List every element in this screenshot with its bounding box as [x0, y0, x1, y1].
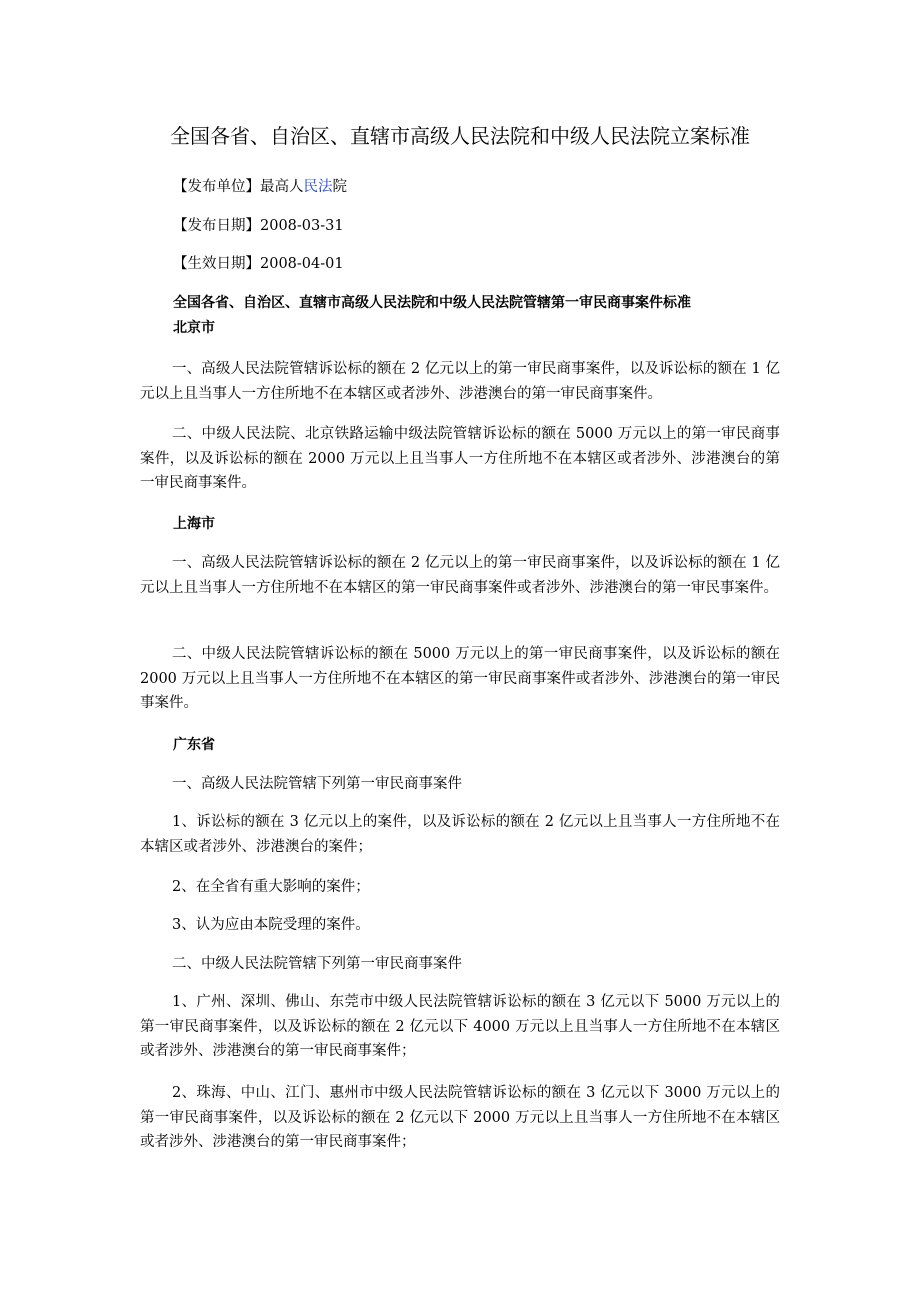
- document-subtitle: 全国各省、自治区、直辖市高级人民法院和中级人民法院管辖第一审民商事案件标准: [173, 295, 691, 311]
- publisher-prefix: 最高人: [260, 179, 304, 195]
- shanghai-paragraph-2: 二、中级人民法院管辖诉讼标的额在 5000 万元以上的第一审民商事案件，以及诉讼标的额在 2000 万元以上且当事人一方住所地不在本辖区的第一审民商事案件或者涉外、涉港澳台的第一审民事案件。: [140, 646, 780, 711]
- guangdong-high-item-1: 1、诉讼标的额在 3 亿元以上的案件，以及诉讼标的额在 2 亿元以上且当事人一方住所地不在本辖区或者涉外、涉港澳台的案件；: [140, 814, 780, 855]
- guangdong-mid-intro: 二、中级人民法院管辖下列第一审民商事案件: [172, 956, 462, 972]
- effective-date-line: 【生效日期】2008-04-01: [173, 256, 344, 272]
- section-heading-guangdong: 广东省: [173, 737, 215, 753]
- section-heading-beijing: 北京市: [173, 320, 215, 336]
- beijing-paragraph-1: 一、高级人民法院管辖诉讼标的额在 2 亿元以上的第一审民商事案件，以及诉讼标的额在 1 亿元以上且当事人一方住所地不在本辖区或者涉外、涉港澳台的第一审民商事案件。: [140, 361, 780, 402]
- guangdong-high-item-2: 2、在全省有重大影响的案件；: [172, 879, 370, 895]
- shanghai-paragraph-1: 一、高级人民法院管辖诉讼标的额在 2 亿元以上的第一审民商事案件，以及诉讼标的额在 1 亿元以上且当事人一方住所地不在本辖区的第一审民商事案件或者涉外、涉港澳台的第一审民事案件。: [140, 555, 780, 596]
- guangdong-high-item-3: 3、认为应由本院受理的案件。: [172, 917, 370, 933]
- guangdong-mid-item-1: 1、广州、深圳、佛山、东莞市中级人民法院管辖诉讼标的额在 3 亿元以下 5000 万元以上的第一审民商事案件，以及诉讼标的额在 2 亿元以下 4000 万元以上且当事人一方住所地不在本辖区或者涉外、涉港澳台的第一审民商事案件；: [140, 994, 780, 1059]
- publisher-link[interactable]: 民法: [303, 179, 333, 195]
- guangdong-mid-item-2: 2、珠海、中山、江门、惠州市中级人民法院管辖诉讼标的额在 3 亿元以下 3000 万元以上的第一审民商事案件，以及诉讼标的额在 2 亿元以下 2000 万元以上且当事人一方住所地不在本辖区或者涉外、涉港澳台的第一审民商事案件；: [140, 1085, 780, 1150]
- publisher-line: [173, 176, 347, 198]
- beijing-paragraph-2: 二、中级人民法院、北京铁路运输中级法院管辖诉讼标的额在 5000 万元以上的第一审民商事案件，以及诉讼标的额在 2000 万元以上且当事人一方住所地不在本辖区或者涉外、涉港澳台的第一审民商事案件。: [140, 426, 780, 491]
- publish-date-line: 【发布日期】2008-03-31: [173, 218, 344, 234]
- document-title: 全国各省、自治区、直辖市高级人民法院和中级人民法院立案标准: [170, 124, 750, 148]
- guangdong-high-intro: 一、高级人民法院管辖下列第一审民商事案件: [172, 776, 462, 792]
- publisher-suffix: 院: [332, 179, 347, 195]
- section-heading-shanghai: 上海市: [173, 516, 215, 532]
- publisher-label: 【发布单位】: [173, 179, 260, 195]
